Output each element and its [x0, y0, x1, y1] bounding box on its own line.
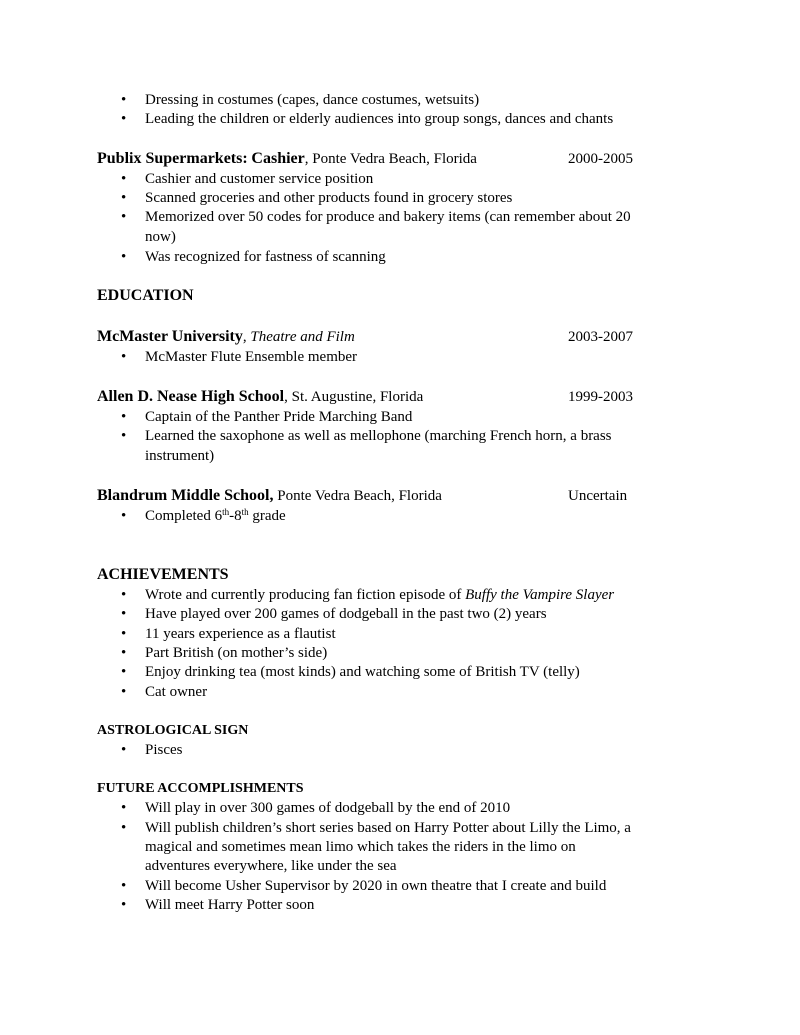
list-item: • Pisces: [145, 740, 183, 760]
school-header-mcmaster: [97, 327, 355, 347]
list-item: • Will meet Harry Potter soon: [145, 895, 314, 915]
fan-fiction-title: Buffy the Vampire Slayer: [465, 587, 615, 603]
list-item: • Learned the saxophone as well as mellophone (marching French horn, a brass: [145, 426, 612, 446]
list-item: • Was recognized for fastness of scanning: [145, 247, 386, 267]
section-heading-future-accomplishments: FUTURE ACCOMPLISHMENTS: [97, 781, 304, 796]
fan-fiction-text: Wrote and currently producing fan fiction episode of: [145, 587, 462, 603]
section-heading-achievements: ACHIEVEMENTS: [97, 566, 229, 583]
school-dates: 2003-2007: [568, 329, 633, 345]
list-item-continuation: magical and sometimes mean limo which takes the riders in the limo on: [145, 839, 576, 855]
list-item: • Will publish children’s short series based on Harry Potter about Lilly the Limo, a: [145, 818, 631, 838]
job-header-publix: [97, 149, 477, 169]
separator: ,: [242, 329, 247, 345]
school-program: Theatre and Film: [250, 329, 355, 345]
list-item: • Will become Usher Supervisor by 2020 in own theatre that I create and build: [145, 876, 606, 896]
list-item: • Cashier and customer service position: [145, 169, 373, 189]
list-item: • Cat owner: [145, 682, 207, 702]
grade-range: -8: [229, 508, 242, 524]
list-item-continuation: instrument): [145, 448, 215, 464]
grade-suffix: grade: [252, 508, 286, 524]
school-location: , St. Augustine, Florida: [284, 389, 424, 405]
school-location: Ponte Vedra Beach, Florida: [277, 488, 442, 504]
list-item: • Scanned groceries and other products found in grocery stores: [145, 188, 512, 208]
ordinal-suffix: th: [241, 507, 249, 517]
job-dates: 2000-2005: [568, 151, 633, 167]
school-header-blandrum: [97, 486, 442, 506]
school-name: Allen D. Nease High School: [97, 388, 285, 405]
list-item: [145, 585, 614, 605]
list-item: • Enjoy drinking tea (most kinds) and watching some of British TV (telly): [145, 662, 580, 682]
list-item: • Dressing in costumes (capes, dance costumes, wetsuits): [145, 90, 479, 110]
list-item: • Will play in over 300 games of dodgeball by the end of 2010: [145, 798, 510, 818]
job-role: Cashier: [251, 150, 305, 167]
job-location: , Ponte Vedra Beach, Florida: [304, 151, 477, 167]
list-item: • Memorized over 50 codes for produce and bakery items (can remember about 20: [145, 207, 631, 227]
list-item: • Captain of the Panther Pride Marching Band: [145, 407, 412, 427]
school-header-nease: [97, 387, 423, 407]
ordinal-suffix: th: [222, 507, 230, 517]
section-heading-astrological-sign: ASTROLOGICAL SIGN: [97, 723, 249, 738]
list-item: • McMaster Flute Ensemble member: [145, 347, 357, 367]
list-item-continuation: adventures everywhere, like under the sea: [145, 858, 397, 874]
list-item-continuation: now): [145, 229, 176, 245]
grade-prefix: Completed 6: [145, 508, 223, 524]
school-dates: Uncertain: [568, 488, 628, 504]
school-dates: 1999-2003: [568, 389, 633, 405]
list-item: • 11 years experience as a flautist: [145, 624, 336, 644]
list-item: [145, 506, 286, 526]
school-name: Blandrum Middle School,: [97, 487, 274, 504]
school-name: McMaster University: [97, 328, 243, 345]
list-item: • Part British (on mother’s side): [145, 643, 327, 663]
section-heading-education: EDUCATION: [97, 287, 194, 304]
list-item: • Have played over 200 games of dodgeball in the past two (2) years: [145, 604, 547, 624]
list-item: • Leading the children or elderly audiences into group songs, dances and chants: [145, 109, 613, 129]
employer-name: Publix Supermarkets:: [97, 150, 248, 167]
